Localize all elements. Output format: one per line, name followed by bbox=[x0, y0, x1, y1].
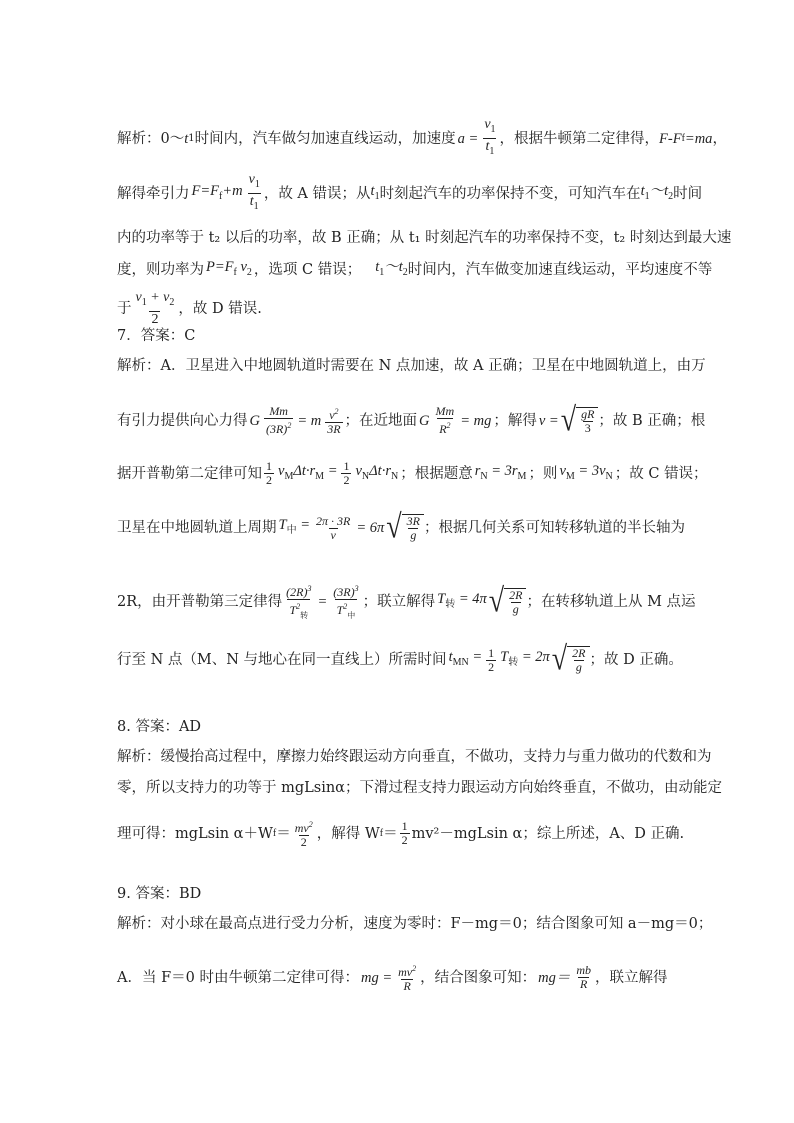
fraction-Mm-3R2: $\frac{Mm}{(3R)^2}$ bbox=[265, 404, 292, 436]
fraction-1-2: $\frac{1}{2}$ bbox=[401, 819, 408, 847]
text: ；解得 bbox=[493, 412, 537, 429]
p1-line-2 bbox=[117, 172, 703, 215]
fraction-v2-3R: $\frac{v^2}{3R}$ bbox=[327, 407, 341, 436]
p1-line-5 bbox=[117, 290, 687, 328]
text: ；根据题意 bbox=[400, 465, 473, 482]
text: ，联立解得 bbox=[595, 969, 668, 986]
q7-line-3 bbox=[117, 459, 708, 487]
text: mv²－mgLsin α；综上所述，A、D 正确. bbox=[411, 825, 685, 842]
text: ；在转移轨道上从 M 点运 bbox=[526, 594, 696, 610]
eq: = bbox=[317, 594, 328, 610]
text: 内的功率等于 t₂ 以后的功率，故 B 正确；从 t₁ 时刻起汽车的功率保持不变，t₂ 时刻达到最大速 bbox=[117, 230, 732, 246]
eq: v = bbox=[538, 412, 559, 429]
text: A．当 F＝0 时由牛顿第二定律可得： bbox=[117, 969, 359, 986]
fraction-mv2-R: $\frac{mv^2}{R}$ bbox=[398, 964, 417, 993]
eq: = 6π bbox=[356, 520, 385, 536]
text: 7．答案：C bbox=[117, 328, 196, 344]
fraction-mb-R: $\frac{mb}{R}$ bbox=[576, 963, 592, 991]
sqrt-2R-g: √ $\frac{2R}{g}$ bbox=[489, 588, 527, 616]
formula-gravity: G bbox=[249, 412, 260, 429]
traction-formula: $F=F_f+m$ bbox=[191, 182, 243, 202]
text: ，选项 C 错误； bbox=[253, 262, 362, 278]
sub-1: 1 bbox=[188, 132, 195, 144]
text: ，根据牛顿第二定律得， bbox=[499, 130, 660, 147]
p1-line-3 bbox=[117, 228, 732, 248]
text: ；在近地面 bbox=[344, 412, 418, 429]
fraction-v1-t1: $\frac{v_1}{t_1}$ bbox=[247, 172, 262, 215]
text: 2R，由开普勒第三定律得 bbox=[117, 594, 283, 610]
q8-line-3 bbox=[117, 818, 687, 849]
text: 8. 答案：AD bbox=[117, 719, 202, 735]
formula-rN: $r_N = 3r_M$ bbox=[474, 462, 527, 482]
text: 解得牵引力 bbox=[117, 185, 190, 202]
fraction-1-2: $\frac{1}{2}$ bbox=[266, 459, 272, 487]
math: =ma bbox=[684, 130, 713, 147]
text: 卫星在中地圆轨道上周期 bbox=[117, 520, 277, 536]
eq: mg＝ bbox=[538, 969, 571, 986]
eq: = m bbox=[297, 412, 322, 429]
math-t1: $t_1$ bbox=[370, 182, 380, 202]
math-t1-t2: $t_1\sim t_2$ bbox=[375, 259, 408, 278]
q9-line-2 bbox=[117, 962, 687, 993]
text: 时间内，汽车做变加速直线运动，平均速度不等 bbox=[407, 262, 713, 278]
q8-line-2 bbox=[117, 778, 722, 798]
text: 理可得：mgLsin α＋W bbox=[117, 825, 273, 842]
sqrt-2R-g: √ $\frac{2R}{g}$ bbox=[552, 646, 590, 674]
sub-f: f bbox=[272, 827, 277, 839]
sub-f: f bbox=[379, 827, 384, 839]
text: ；联立解得 bbox=[362, 594, 436, 610]
math: F-F bbox=[659, 130, 682, 147]
formula-vM: $v_M = 3v_N$ bbox=[559, 462, 613, 482]
eq: = mg bbox=[460, 412, 492, 429]
text: 解析：0～ bbox=[117, 130, 185, 147]
formula-T-half: $T_转 = 2\pi$ bbox=[500, 649, 550, 668]
formula-G: G bbox=[419, 412, 430, 429]
text: 时间内，汽车做匀加速直线运动，加速度 bbox=[194, 130, 456, 147]
text: 于 bbox=[117, 301, 132, 317]
text: ；则 bbox=[528, 465, 558, 482]
fraction-mv2-2: $\frac{mv^2}{2}$ bbox=[294, 820, 313, 849]
text: 解析：A．卫星进入中地圆轨道时需要在 N 点加速，故 A 正确；卫星在中地圆轨道上，由万 bbox=[117, 358, 706, 374]
p1-line-4 bbox=[117, 257, 713, 283]
fraction-1-2: $\frac{1}{2}$ bbox=[343, 459, 350, 487]
text: ，故 D 错误. bbox=[178, 301, 262, 317]
fraction-Mm-R2: $\frac{Mm}{R^2}$ bbox=[435, 404, 455, 436]
text: 据开普勒第二定律可知 bbox=[117, 465, 262, 482]
sqrt-gR-3: √ $\frac{gR}{3}$ bbox=[561, 407, 599, 435]
text: ；故 B 正确；根 bbox=[598, 412, 706, 429]
formula-T: $T_中$ = bbox=[278, 517, 310, 536]
text: 零，所以支持力的功等于 mgLsinα；下滑过程支持力跟运动方向始终垂直，不做功，由动能定 bbox=[117, 780, 722, 796]
kepler-rhs: $v_N\Delta t\cdot r_N$ bbox=[355, 462, 399, 482]
text: 9. 答案：BD bbox=[117, 886, 202, 902]
text: 时刻起汽车的功率保持不变，可知汽车在 bbox=[379, 185, 641, 202]
text: 行至 N 点（M、N 与地心在同一直线上）所需时间 bbox=[117, 652, 447, 668]
text: 解析：缓慢抬高过程中，摩擦力始终跟运动方向垂直，不做功，支持力与重力做功的代数和为 bbox=[117, 749, 712, 765]
fraction-average-velocity: $\frac{v_1 + v_2}{2}$ bbox=[135, 290, 175, 327]
q7-line-6 bbox=[117, 640, 687, 678]
text: ，结合图象可知： bbox=[420, 969, 537, 986]
accel-formula: a = bbox=[457, 130, 479, 147]
eq: mg = bbox=[360, 969, 393, 986]
sqrt-3R-g: √ $\frac{3R}{g}$ bbox=[386, 514, 424, 542]
q8-answer bbox=[117, 717, 687, 737]
text: ；根据几何关系可知转移轨道的半长轴为 bbox=[424, 520, 685, 536]
formula-Tz: $T_转 = 4\pi$ bbox=[437, 591, 487, 610]
fraction-2pi3R-v: $\frac{2\pi \cdot 3R}{v}$ bbox=[316, 513, 351, 542]
math-t1: t bbox=[184, 130, 189, 147]
text: 时间 bbox=[673, 185, 703, 202]
q8-line-1 bbox=[117, 747, 712, 767]
q7-line-1 bbox=[117, 356, 706, 376]
text: ；故 C 错误； bbox=[614, 465, 708, 482]
math-t1-t2: $t_1\sim t_2$ bbox=[640, 182, 674, 202]
text: ；故 D 正确。 bbox=[589, 652, 683, 668]
text: ＝ bbox=[383, 825, 398, 842]
fraction-3R3-T2: $\frac{(3R)^3}{T^2_中}$ bbox=[333, 584, 359, 620]
sub-f: f bbox=[681, 132, 685, 144]
q9-line-1 bbox=[117, 914, 713, 934]
text: 度，则功率为 bbox=[117, 262, 204, 278]
text: 解析：对小球在最高点进行受力分析，速度为零时：F－mg＝0；结合图象可知 a－mg＝0； bbox=[117, 916, 713, 932]
text: ，解得 W bbox=[316, 825, 380, 842]
q7-line-5 bbox=[117, 582, 696, 622]
fraction-2R3-T2: $\frac{(2R)^3}{T^2_转}$ bbox=[286, 584, 312, 620]
kepler-lhs: $v_M\Delta t\cdot r_M$ = bbox=[278, 462, 338, 482]
formula-tMN: $t_{MN}$ = bbox=[448, 649, 483, 668]
text: ＝ bbox=[276, 825, 291, 842]
q7-line-4 bbox=[117, 508, 687, 546]
text: ，故 A 错误；从 bbox=[263, 185, 371, 202]
power-formula: $P=F_f$ $v_2$ bbox=[206, 259, 252, 278]
text: 有引力提供向心力得 bbox=[117, 412, 248, 429]
q7-answer bbox=[117, 326, 687, 346]
fraction-1-2: $\frac{1}{2}$ bbox=[488, 645, 495, 674]
fraction-v1-t1: $\frac{v_1}{t_1}$ bbox=[482, 117, 497, 160]
q9-answer bbox=[117, 884, 687, 904]
q7-line-2 bbox=[117, 401, 706, 439]
p1-line-1: 解析：0～ t 1 时间内，汽车做匀加速直线运动，加速度 a = $\frac{v_1}{t_1}$ ，根据牛顿第二定律得， F-F f =ma ， bbox=[117, 117, 687, 160]
